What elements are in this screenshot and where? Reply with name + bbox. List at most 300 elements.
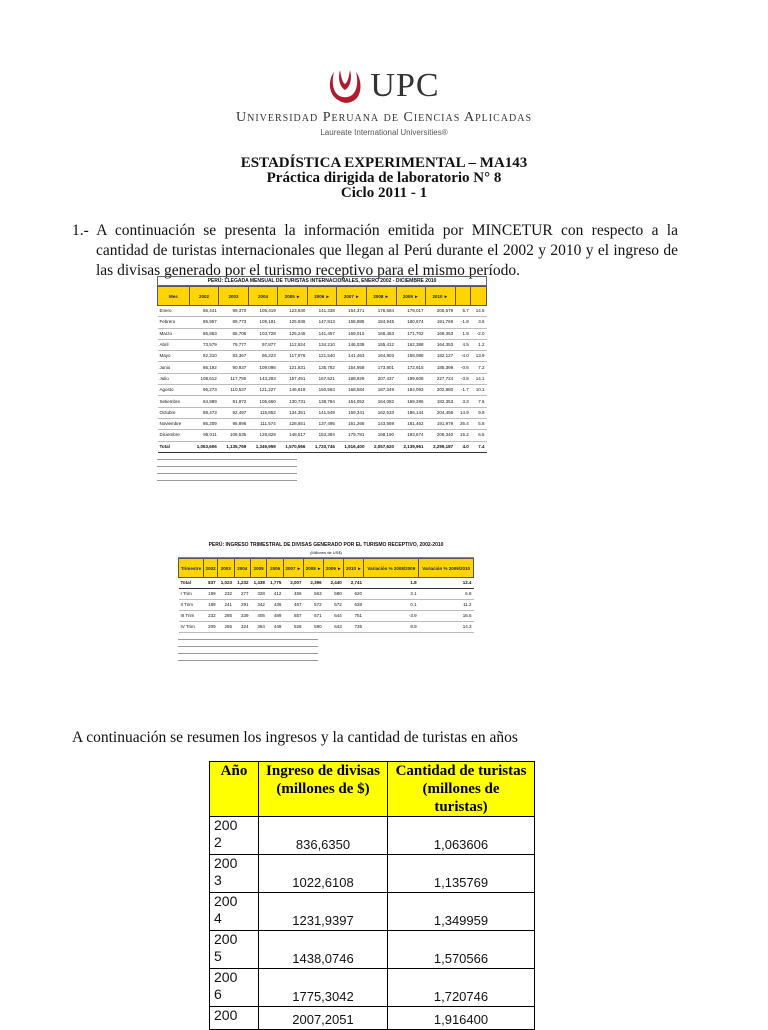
table-cell: 3.1 <box>364 589 419 600</box>
table-row <box>158 351 487 362</box>
table-cell: 9.8 <box>471 407 487 418</box>
table-cell: IV Trim <box>179 622 204 633</box>
table-cell: 84,989 <box>189 396 219 407</box>
table-cell: 108,535 <box>219 430 249 441</box>
table-cell: Mayo <box>158 351 190 362</box>
table-cell: 154,371 <box>337 306 367 317</box>
table-cell: 620 <box>344 589 364 600</box>
table-cell: 1.9 <box>455 328 471 339</box>
table-cell: 328 <box>250 589 266 600</box>
summary-row <box>210 969 535 1007</box>
table-cell: 3.3 <box>455 396 471 407</box>
table-caption: PERÚ: LLEGADA MENSUAL DE TURISTAS INTERNACIONALES, ENERO 2002 - DICIEMBRE 2010 <box>157 276 487 286</box>
table-cell: 10.1 <box>471 385 487 396</box>
table-cell: 1.2 <box>471 339 487 350</box>
table-cell: 154,958 <box>337 362 367 373</box>
year-cell-line: 200 <box>214 1007 238 1023</box>
col-header: 2002 <box>204 559 218 578</box>
table-cell: 143,569 <box>366 418 396 429</box>
table-cell: 11.2 <box>419 600 474 611</box>
table-cell: 16.5 <box>419 611 474 622</box>
table-cell: 150,563 <box>307 385 337 396</box>
table-cell: 112,924 <box>278 339 308 350</box>
table-cell: 161,266 <box>337 418 367 429</box>
table-cell: 191,979 <box>426 418 456 429</box>
table-cell: 208,340 <box>426 430 456 441</box>
table-cell: 154,052 <box>337 396 367 407</box>
table-cell: 2,139,961 <box>396 441 426 452</box>
table-cell: 109,098 <box>248 362 278 373</box>
year-cell-line: 200 <box>214 817 238 833</box>
table-cell: 191,769 <box>426 317 456 328</box>
table-cell: 79,777 <box>219 339 249 350</box>
tourists-cell: 1,063606 <box>388 817 535 855</box>
summary-row <box>210 855 535 893</box>
table-cell: 7.2 <box>471 362 487 373</box>
table-cell: 105,660 <box>248 396 278 407</box>
table-cell: 141,549 <box>307 407 337 418</box>
table-notes <box>157 455 487 481</box>
summary-row <box>210 893 535 931</box>
table-cell: 90,937 <box>219 362 249 373</box>
table-cell: 128,829 <box>248 430 278 441</box>
table-cell: III Trim <box>179 611 204 622</box>
table-cell: 89,773 <box>219 317 249 328</box>
summary-row <box>210 931 535 969</box>
logo-word: UPC <box>370 67 440 104</box>
table-cell: 128,651 <box>278 418 308 429</box>
col-header: 2003 <box>218 559 234 578</box>
table-cell: 2,007 <box>283 578 303 589</box>
year-header: Año <box>210 762 259 817</box>
tourists-cell: 1,916400 <box>388 1007 535 1030</box>
table-cell: 130,731 <box>278 396 308 407</box>
income-cell: 1022,6108 <box>259 855 388 893</box>
table-cell: 563 <box>303 589 323 600</box>
col-header <box>455 287 471 306</box>
col-header: Mes <box>158 287 190 306</box>
table-cell: 164,903 <box>366 351 396 362</box>
table-cell: 643 <box>324 622 344 633</box>
table-cell: 85,957 <box>189 317 219 328</box>
table-cell: 83,367 <box>219 351 249 362</box>
table-header-row <box>158 287 487 306</box>
table-row <box>158 317 487 328</box>
quarterly-income-table <box>178 541 474 679</box>
tourists-cell: 1,349959 <box>388 893 535 931</box>
table-cell: 134,210 <box>307 339 337 350</box>
table-cell: 436 <box>267 600 283 611</box>
table-cell: 117,976 <box>278 351 308 362</box>
table-cell: 15.2 <box>455 430 471 441</box>
table-cell: 176,584 <box>366 306 396 317</box>
table-cell: 184,945 <box>366 317 396 328</box>
col-header: 2005 <box>250 559 266 578</box>
cycle-title: Ciclo 2011 - 1 <box>340 185 428 201</box>
table-cell: 12.4 <box>419 578 474 589</box>
table-cell: 14.5 <box>471 306 487 317</box>
table-cell: 5.7 <box>455 306 471 317</box>
table-cell: 105,419 <box>248 306 278 317</box>
table-cell: 4.5 <box>455 339 471 350</box>
table-cell: 115,852 <box>248 407 278 418</box>
table-cell: 489 <box>267 611 283 622</box>
table-cell: 168,190 <box>366 430 396 441</box>
table-cell: 277 <box>234 589 250 600</box>
table-cell: 86,209 <box>189 418 219 429</box>
col-header: Variación % 2009/2010 <box>419 559 474 578</box>
table-cell: 735 <box>344 622 364 633</box>
year-cell <box>210 969 259 1007</box>
table-row <box>158 396 487 407</box>
year-cell-line: 2 <box>214 834 222 850</box>
year-cell-line: 4 <box>214 910 222 926</box>
income-cell: 1438,0746 <box>259 931 388 969</box>
table-cell: 103,728 <box>248 328 278 339</box>
table-cell: 164,353 <box>426 339 456 350</box>
table-cell: 2,741 <box>344 578 364 589</box>
table-cell: 148,517 <box>278 430 308 441</box>
summary-table <box>209 761 535 1030</box>
table-cell: Total <box>179 578 204 589</box>
table-cell: 141,457 <box>307 328 337 339</box>
table-row <box>158 339 487 350</box>
table-cell: 199,608 <box>396 373 426 384</box>
table-cell: 125,245 <box>278 328 308 339</box>
question-line: 1.- A continuación se presenta la información emitida por MINCETUR con respecto a la <box>72 222 678 239</box>
tourists-cell: 1,135769 <box>388 855 535 893</box>
table-cell: 285 <box>218 611 234 622</box>
table-cell: -4.0 <box>455 351 471 362</box>
table-cell: Febrero <box>158 317 190 328</box>
table-subcaption: (Millones de US$) <box>178 549 474 558</box>
table-row <box>158 373 487 384</box>
summary-header-row <box>210 762 535 817</box>
table-cell: 528 <box>283 622 303 633</box>
table-cell: 155,412 <box>366 339 396 350</box>
table-cell: Abril <box>158 339 190 350</box>
table-cell: 172,915 <box>396 362 426 373</box>
table-cell: 405 <box>250 611 266 622</box>
course-title: ESTADÍSTICA EXPERIMENTAL – MA143 <box>240 155 528 171</box>
table-cell: 572 <box>303 600 323 611</box>
year-cell-line: 3 <box>214 872 222 888</box>
table-cell: Total <box>158 441 190 452</box>
col-header: 2006 ► <box>307 287 337 306</box>
table-cell: Julio <box>158 373 190 384</box>
table-cell: 449 <box>267 622 283 633</box>
table-cell: 202,880 <box>426 385 456 396</box>
table-cell: 108,612 <box>189 373 219 384</box>
table-notes <box>178 635 474 661</box>
year-cell <box>210 1007 259 1030</box>
year-cell <box>210 855 259 893</box>
col-header: Trimestre <box>179 559 204 578</box>
table-row <box>158 418 487 429</box>
table-cell: 169,286 <box>396 396 426 407</box>
table-cell: 109,191 <box>248 317 278 328</box>
table-cell: 339 <box>234 611 250 622</box>
table-row <box>158 306 487 317</box>
table-row <box>179 578 474 589</box>
table-cell: 159,341 <box>337 407 367 418</box>
table-cell: 205,579 <box>426 306 456 317</box>
table-cell: 85,706 <box>219 328 249 339</box>
table-cell: 146,039 <box>337 339 367 350</box>
table-cell: 572 <box>324 600 344 611</box>
table-cell: 97,877 <box>248 339 278 350</box>
tourists-cell: 1,720746 <box>388 969 535 1007</box>
table-cell: 2,396 <box>303 578 323 589</box>
table-cell: Diciembre <box>158 430 190 441</box>
table-cell: 193,674 <box>396 430 426 441</box>
col-header: 2004 <box>234 559 250 578</box>
income-cell: 1775,3042 <box>259 969 388 1007</box>
table-cell: 82,310 <box>189 351 219 362</box>
table-cell: 1,570,566 <box>278 441 308 452</box>
table-cell: 5.8 <box>471 418 487 429</box>
table-cell: 6.8 <box>419 589 474 600</box>
table-cell: 3.6 <box>471 317 487 328</box>
table-cell: 168,463 <box>366 328 396 339</box>
lab-title: Práctica dirigida de laboratorio N° 8 <box>266 170 502 186</box>
table-cell: 187,349 <box>366 385 396 396</box>
table-cell: 123,930 <box>278 306 308 317</box>
year-cell-line: 200 <box>214 855 238 871</box>
income-cell: 836,6350 <box>259 817 388 855</box>
table-cell: 8.9 <box>364 622 419 633</box>
table-cell: -2.0 <box>471 328 487 339</box>
year-cell-line: 6 <box>214 986 222 1002</box>
table-cell: 158,885 <box>337 317 367 328</box>
table-cell: 168,584 <box>337 385 367 396</box>
table-cell: Octubre <box>158 407 190 418</box>
table-cell: 95,896 <box>219 418 249 429</box>
table-cell: 2,440 <box>324 578 344 589</box>
table-cell: 638 <box>344 600 364 611</box>
table-cell: 1,023 <box>218 578 234 589</box>
table-cell: 412 <box>267 589 283 600</box>
table-cell: 96,223 <box>248 351 278 362</box>
table-cell: 1,916,400 <box>337 441 367 452</box>
table-cell: 141,463 <box>337 351 367 362</box>
table-cell: 158,088 <box>396 351 426 362</box>
table-cell: 837 <box>204 578 218 589</box>
table-cell: 121,540 <box>307 351 337 362</box>
table-cell: 1.8 <box>364 578 419 589</box>
table-cell: 73,579 <box>189 339 219 350</box>
question-line: las divisas generado por el turismo receptivo para el mismo período. <box>96 262 520 279</box>
table-cell: -0.6 <box>455 362 471 373</box>
table-cell: 168,353 <box>426 328 456 339</box>
table-cell: 291 <box>234 600 250 611</box>
table-cell: 204,456 <box>426 407 456 418</box>
table-cell: 179,781 <box>337 430 367 441</box>
table-cell: 232 <box>218 589 234 600</box>
summary-text: A continuación se resumen los ingresos y la cantidad de turistas en años <box>72 729 518 746</box>
table-cell: 644 <box>324 611 344 622</box>
table-cell: 138,794 <box>307 396 337 407</box>
table-cell: Agosto <box>158 385 190 396</box>
upc-emblem-icon <box>328 66 362 106</box>
table-cell: 111,574 <box>248 418 278 429</box>
table-cell: 1,438 <box>250 578 266 589</box>
table-cell: -1.7 <box>455 385 471 396</box>
table-cell: 153,394 <box>307 430 337 441</box>
table-cell: 207,437 <box>366 373 396 384</box>
table-cell: Setiembre <box>158 396 190 407</box>
upc-logo <box>0 66 768 137</box>
table-cell: 180,674 <box>396 317 426 328</box>
summary-row <box>210 817 535 855</box>
summary-row <box>210 1007 535 1030</box>
col-header: 2005 ► <box>278 287 308 306</box>
table-cell: 182,353 <box>426 396 456 407</box>
col-header: 2009 ► <box>324 559 344 578</box>
table-cell: 265 <box>218 622 234 633</box>
table-header-row <box>179 559 474 578</box>
table-row <box>179 600 474 611</box>
table-cell: -3.9 <box>364 611 419 622</box>
table-cell: 324 <box>234 622 250 633</box>
table-cell: 171,702 <box>396 328 426 339</box>
table-cell: 181,462 <box>396 418 426 429</box>
table-cell: 185,399 <box>426 362 456 373</box>
col-header: 2004 <box>248 287 278 306</box>
table-cell: 7.4 <box>471 441 487 452</box>
table-cell: 1,775 <box>267 578 283 589</box>
table-cell: 751 <box>344 611 364 622</box>
table-cell: 146,818 <box>278 385 308 396</box>
table-cell: 580 <box>324 589 344 600</box>
table-cell: II Trim <box>179 600 204 611</box>
table-cell: 137,495 <box>307 418 337 429</box>
laureate-text: Laureate International Universities® <box>320 128 448 137</box>
col-header: Variación % 2008/2009 <box>364 559 419 578</box>
table-cell: Noviembre <box>158 418 190 429</box>
table-cell: 173,801 <box>366 362 396 373</box>
table-cell: 164,082 <box>366 396 396 407</box>
table-cell: 14.9 <box>455 407 471 418</box>
year-cell <box>210 817 259 855</box>
table-cell: 125,936 <box>278 317 308 328</box>
table-cell: 121,227 <box>248 385 278 396</box>
table-cell: 14.3 <box>419 622 474 633</box>
table-cell: 13.9 <box>471 351 487 362</box>
question-paragraph <box>72 221 678 281</box>
table-cell: 4.0 <box>455 441 471 452</box>
col-header: 2007 ► <box>337 287 367 306</box>
table-cell: 157,451 <box>278 373 308 384</box>
year-cell-line: 200 <box>214 969 238 985</box>
table-cell: Enero <box>158 306 190 317</box>
table-cell: 209 <box>204 622 218 633</box>
table-cell: 141,338 <box>307 306 337 317</box>
table-cell: 179,017 <box>396 306 426 317</box>
table-cell: 1,720,746 <box>307 441 337 452</box>
year-cell-line: 5 <box>214 948 222 964</box>
table-cell: 135,782 <box>307 362 337 373</box>
table-cell: 227,724 <box>426 373 456 384</box>
table-cell: 1,135,769 <box>219 441 249 452</box>
income-header: Ingreso de divisas (millones de $) <box>259 762 388 817</box>
table-row <box>158 328 487 339</box>
tourists-cell: 1,570566 <box>388 931 535 969</box>
col-header: 2008 ► <box>366 287 396 306</box>
table-cell: 159,010 <box>337 328 367 339</box>
table-cell: 241 <box>218 600 234 611</box>
table-row <box>158 407 487 418</box>
table-cell: 86,441 <box>189 306 219 317</box>
table-row <box>158 430 487 441</box>
table-cell: 95,011 <box>189 430 219 441</box>
table-cell: 88,473 <box>189 407 219 418</box>
table-caption: PERÚ: INGRESO TRIMESTRAL DE DIVISAS GENERADO POR EL TURISMO RECEPTIVO, 2002-2010 <box>208 542 444 548</box>
table-cell: 96,273 <box>189 385 219 396</box>
col-header: 2010 ► <box>344 559 364 578</box>
table-cell: 7.6 <box>471 396 487 407</box>
table-cell: -3.8 <box>455 373 471 384</box>
table-cell: 26.4 <box>455 418 471 429</box>
table-cell: 162,388 <box>396 339 426 350</box>
table-cell: Junio <box>158 362 190 373</box>
table-cell: 86,192 <box>189 362 219 373</box>
tourists-header: Cantidad de turistas (millones de turistas) <box>388 762 535 817</box>
table-cell: 2,057,620 <box>366 441 396 452</box>
table-row <box>179 622 474 633</box>
table-row <box>179 611 474 622</box>
table-row <box>179 589 474 600</box>
col-header: 2006 <box>267 559 283 578</box>
table-cell: 6.5 <box>471 430 487 441</box>
table-cell: 188 <box>204 600 218 611</box>
table-cell: 1,349,959 <box>248 441 278 452</box>
col-header: 2007 ► <box>283 559 303 578</box>
year-cell-line: 200 <box>214 893 238 909</box>
col-header: 2010 ► <box>426 287 456 306</box>
col-header: 2003 <box>219 287 249 306</box>
table-cell: 0.1 <box>364 600 419 611</box>
table-cell: 364 <box>250 622 266 633</box>
table-row <box>158 441 487 452</box>
year-cell <box>210 893 259 931</box>
col-header <box>471 287 487 306</box>
table-cell: 117,780 <box>219 373 249 384</box>
table-cell: -1.8 <box>455 317 471 328</box>
col-header: 2002 <box>189 287 219 306</box>
col-header: 2009 ► <box>396 287 426 306</box>
col-header: 2008 ► <box>303 559 323 578</box>
table-cell: 134,351 <box>278 407 308 418</box>
table-cell: 121,831 <box>278 362 308 373</box>
table-cell: 147,813 <box>307 317 337 328</box>
monthly-tourists-table <box>157 276 487 449</box>
table-cell: 342 <box>250 600 266 611</box>
table-cell: 456 <box>283 589 303 600</box>
table-cell: 110,537 <box>219 385 249 396</box>
table-cell: 143,283 <box>248 373 278 384</box>
income-cell: 1231,9397 <box>259 893 388 931</box>
table-cell: 14.1 <box>471 373 487 384</box>
table-cell: 182,127 <box>426 351 456 362</box>
year-cell <box>210 931 259 969</box>
question-line: cantidad de turistas internacionales que llegan al Perú durante el 2002 y 2010 y el ingreso de <box>96 242 678 259</box>
table-cell: 162,533 <box>366 407 396 418</box>
university-name: Universidad Peruana de Ciencias Aplicadas <box>235 110 532 125</box>
table-cell: 184,093 <box>396 385 426 396</box>
table-cell: 467 <box>283 600 303 611</box>
table-cell: 99,370 <box>219 306 249 317</box>
